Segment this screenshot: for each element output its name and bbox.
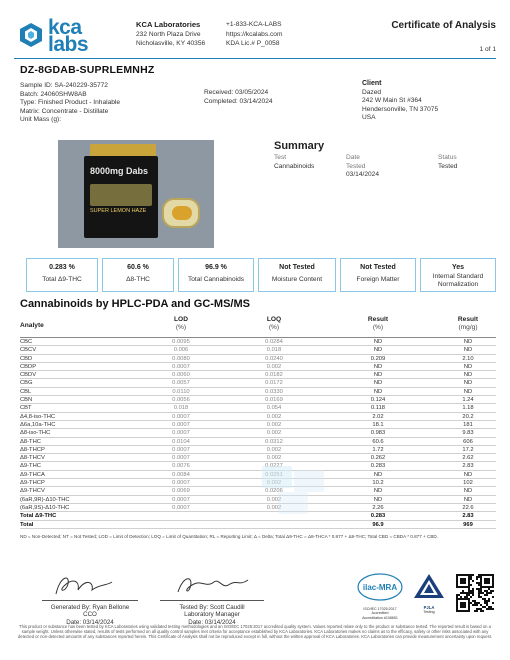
- cell-result-pct: ND: [373, 496, 383, 503]
- cell-loq: 0.0206: [265, 488, 283, 495]
- product-box: [84, 156, 158, 238]
- table-row: [20, 487, 496, 495]
- cell-result-pct: 1.72: [372, 446, 384, 453]
- col-lod: [156, 316, 206, 332]
- stat-label: Moisture Content: [271, 276, 323, 283]
- ilac-accreditation-text: [356, 607, 404, 620]
- table-row: [20, 421, 496, 429]
- generated-by-date: Date: 03/14/2024: [66, 618, 114, 626]
- completed-date: Completed: 03/14/2024: [204, 97, 273, 105]
- table-footnote: ND = Non-Detected; NT = Not Tested; LOD = Limit of Detection; LOQ = Limit of Quantitation; RL = Reporting Limit; Δ = Delta; Total Δ9-THC = Δ9-THCA * 0.877 + Δ9-THC; Total CBD = CBDA * 0.877 + CBD.: [20, 534, 438, 539]
- stat-internal-standard-normalization: [420, 258, 496, 292]
- logo-text-top: kca: [48, 16, 82, 39]
- lab-address-line-2: Nicholasville, KY 40356: [136, 40, 206, 47]
- client-address-1: 242 W Main St #364: [362, 97, 422, 105]
- cell-result-pct: 60.6: [372, 438, 384, 445]
- ilac-line-2: Accreditation #108651: [362, 615, 398, 620]
- summary-title: Summary: [274, 140, 325, 152]
- cell-result-mg: 2.62: [462, 455, 474, 462]
- cell-lod: 0.0060: [172, 372, 190, 379]
- client-address-2: Hendersonville, TN 37075: [362, 105, 439, 113]
- table-row: [20, 413, 496, 421]
- cell-result-mg: 2.83: [462, 513, 474, 520]
- type-field: Type: Finished Product - Inhalable: [20, 99, 121, 107]
- cell-result-mg: 102: [463, 480, 473, 487]
- cell-result-mg: ND: [463, 339, 473, 345]
- summary-col-test: Test: [274, 154, 287, 161]
- cell-loq: 0.002: [266, 363, 282, 370]
- cell-result-pct: 0.283: [370, 463, 386, 470]
- summary-date-value: 03/14/2024: [346, 171, 380, 179]
- cell-analyte: Total Δ9-THC: [20, 513, 57, 520]
- sample-id-field: Sample ID: SA-240229-35772: [20, 82, 108, 89]
- table-row: [20, 379, 496, 387]
- cell-analyte: CBT: [20, 405, 32, 412]
- cell-result-pct: ND: [373, 380, 383, 387]
- cell-lod: 0.0057: [172, 380, 190, 387]
- signature-tested-by: [160, 570, 264, 626]
- table-total-row: [20, 512, 496, 520]
- product-jar-content: [172, 206, 192, 220]
- cell-loq: 0.002: [266, 413, 282, 420]
- cell-lod: 0.0069: [172, 488, 190, 495]
- cannabinoid-table-body: [20, 338, 496, 529]
- signature-generated-by: [42, 570, 138, 626]
- cell-result-pct: ND: [373, 347, 383, 354]
- cell-analyte: CBDV: [20, 372, 37, 379]
- cell-lod: 0.0076: [172, 463, 190, 470]
- cell-result-mg: 22.6: [462, 504, 474, 511]
- cell-result-mg: 606: [463, 438, 473, 445]
- col-loq-unit: (%): [268, 324, 280, 331]
- cell-analyte: Δ8-THCP: [20, 446, 45, 453]
- table-row: [20, 496, 496, 504]
- cell-result-pct: 0.209: [370, 355, 386, 362]
- cell-result-mg: 17.2: [462, 446, 474, 453]
- cell-result-pct: 0.118: [370, 405, 386, 412]
- cell-result-mg: 1.18: [462, 405, 474, 412]
- cell-result-pct: 2.02: [372, 413, 384, 420]
- pjla-badge: [412, 572, 446, 612]
- table-row: [20, 338, 496, 346]
- cell-analyte: (6aR,9R)-Δ10-THC: [20, 496, 70, 503]
- lab-website-link[interactable]: https://kcalabs.com: [226, 30, 283, 38]
- sample-code-title: DZ-8GDAB-SUPRLEMNHZ: [20, 64, 155, 76]
- unit-mass-field: Unit Mass (g):: [20, 116, 62, 124]
- qr-code[interactable]: [456, 574, 494, 612]
- ilac-line-1: ISO/IEC 17025:2017 Accredited: [363, 607, 397, 616]
- table-row: [20, 438, 496, 446]
- sample-dates: [204, 89, 273, 106]
- col-result-pct-label: Result: [367, 316, 389, 323]
- document-header: [14, 10, 496, 56]
- cell-loq: 0.0169: [265, 397, 283, 404]
- lab-address-block: [136, 20, 205, 49]
- pjla-logo-icon: [412, 572, 446, 600]
- qr-code-icon: [456, 574, 494, 612]
- stat-value: 60.6 %: [127, 264, 149, 271]
- cell-result-pct: 10.2: [372, 480, 384, 487]
- summary-col-date: Date Tested: [346, 154, 366, 170]
- col-result-pct-unit: (%): [372, 324, 384, 331]
- cell-lod: 0.0007: [172, 446, 190, 453]
- col-loq-label: LOQ: [266, 316, 282, 323]
- cell-lod: 0.006: [173, 347, 189, 354]
- summary-col-status: Status: [438, 154, 457, 161]
- client-country: USA: [362, 114, 376, 122]
- kca-labs-logo: [18, 16, 136, 56]
- cell-result-pct: ND: [373, 488, 383, 495]
- pjla-sub-text: Testing: [423, 610, 435, 614]
- cell-analyte: CBG: [20, 380, 33, 387]
- cell-analyte: Δ6a,10a-THC: [20, 421, 56, 428]
- cell-loq: 0.002: [266, 455, 282, 462]
- ilac-mra-badge: [356, 572, 404, 620]
- legal-disclaimer: This product or substance has been tested by KCA Laboratories using validated testing methodologies and an ISO/IEC 17025:2017 accredited quality system. Values reported relate only to the product or substance tested. The reported result is based on a sample weight. Unless otherwise stated, results of tests performed on all quality control samples met criteria for acceptance established by KCA Laboratories. KCA Laboratories makes no claims as to the efficacy, safety or other risks associated with any detected or non-detected amounts of any substances reported herein. This Certificate of Analysis shall not be reproduced except in full, without the written approval of KCA Laboratories. KCA Laboratories can provide measurement uncertainty upon request.: [17, 624, 493, 639]
- cell-result-mg: ND: [463, 363, 473, 370]
- table-total-row: [20, 521, 496, 529]
- stat-total-cannabinoids: [178, 258, 254, 292]
- cell-analyte: Δ4,8-iso-THC: [20, 413, 56, 420]
- tested-by-role: Laboratory Manager: [184, 611, 240, 619]
- lab-license: KDA Lic.# P_0058: [226, 40, 280, 47]
- stat-d8-thc: [102, 258, 174, 292]
- cell-result-mg: 1.24: [462, 397, 474, 404]
- stat-value: 96.9 %: [205, 264, 227, 271]
- client-title: Client: [362, 80, 382, 87]
- cell-analyte: Δ9-THCA: [20, 471, 45, 478]
- cell-loq: 0.0172: [265, 380, 283, 387]
- product-photo: [58, 140, 214, 248]
- col-result-mg-label: Result: [457, 316, 479, 323]
- cell-lod: 0.0104: [172, 438, 190, 445]
- handwritten-signature-icon: [160, 570, 264, 600]
- cell-result-mg: ND: [463, 488, 473, 495]
- stat-label: Total Cannabinoids: [187, 276, 245, 283]
- client-block: [362, 80, 438, 123]
- cell-result-pct: 2.26: [372, 504, 384, 511]
- ilac-logo-text: ilac-MRA: [362, 583, 398, 592]
- handwritten-signature-icon: [42, 570, 138, 600]
- stat-moisture-content: [258, 258, 336, 292]
- cell-result-pct: 0.983: [370, 430, 386, 437]
- cell-lod: 0.0007: [172, 413, 190, 420]
- cell-lod: 0.0007: [172, 504, 190, 511]
- page-number: 1 of 1: [479, 46, 496, 53]
- table-row: [20, 446, 496, 454]
- cell-loq: 0.054: [266, 405, 282, 412]
- cell-loq: 0.0284: [265, 339, 283, 345]
- table-row: [20, 479, 496, 487]
- cell-analyte: Δ9-THCV: [20, 488, 45, 495]
- lab-contact-block: [226, 20, 282, 49]
- cell-lod: 0.0084: [172, 471, 190, 478]
- watermark-cube: [278, 492, 308, 514]
- cell-analyte: CBD: [20, 355, 33, 362]
- cell-analyte: Δ8-iso-THC: [20, 430, 51, 437]
- stat-value: Not Tested: [279, 264, 315, 271]
- cell-analyte: CBDP: [20, 363, 37, 370]
- table-row: [20, 346, 496, 354]
- cell-result-mg: 20.2: [462, 413, 474, 420]
- col-result-mg-unit: (mg/g): [458, 324, 478, 331]
- stat-label: Internal Standard Normalization: [432, 273, 484, 288]
- cell-analyte: Δ8-THC: [20, 438, 41, 445]
- cell-result-pct: 0.262: [370, 455, 386, 462]
- summary-status-value: Tested: [438, 162, 458, 170]
- table-row: [20, 454, 496, 462]
- cell-loq: 0.002: [266, 421, 282, 428]
- cell-loq: 0.0312: [265, 438, 283, 445]
- table-row: [20, 429, 496, 437]
- cell-result-mg: 9.83: [462, 430, 474, 437]
- cell-loq: 0.018: [266, 347, 282, 354]
- cell-lod: 0.0110: [172, 388, 190, 395]
- cell-result-pct: 0.283: [370, 513, 386, 520]
- cell-lod: 0.0007: [172, 496, 190, 503]
- tested-by-date: Date: 03/14/2024: [188, 618, 236, 626]
- cell-lod: 0.0007: [172, 480, 190, 487]
- cell-result-pct: ND: [373, 388, 383, 395]
- signature-line: [42, 600, 138, 601]
- cell-analyte: Δ9-THCP: [20, 480, 45, 487]
- cell-result-pct: ND: [373, 471, 383, 478]
- product-jar: [162, 198, 200, 228]
- cell-result-mg: ND: [463, 372, 473, 379]
- product-box-stripe: [90, 184, 152, 206]
- stat-total-d9-thc: [26, 258, 98, 292]
- cell-loq: 0.0182: [265, 372, 283, 379]
- cell-lod: 0.0007: [172, 430, 190, 437]
- logo-text-bottom: labs: [48, 33, 89, 56]
- cell-analyte: CBCV: [20, 347, 37, 354]
- table-row: [20, 363, 496, 371]
- cell-analyte: (6aR,9S)-Δ10-THC: [20, 504, 70, 511]
- cell-lod: 0.0007: [172, 363, 190, 370]
- cell-lod: 0.018: [173, 405, 189, 412]
- header-divider: [14, 58, 496, 59]
- cell-lod: 0.0007: [172, 421, 190, 428]
- cell-analyte: Total: [20, 521, 34, 528]
- cell-loq: 0.002: [266, 446, 282, 453]
- cell-loq: 0.0240: [265, 355, 283, 362]
- stat-label: Δ8-THC: [126, 276, 150, 283]
- cell-analyte: Δ9-THC: [20, 463, 41, 470]
- cell-result-pct: ND: [373, 372, 383, 379]
- cell-lod: 0.0095: [172, 339, 190, 345]
- cell-analyte: CBL: [20, 388, 32, 395]
- cell-analyte: Δ8-THCV: [20, 455, 45, 462]
- watermark-cube: [294, 470, 324, 492]
- received-date: Received: 03/05/2024: [204, 89, 269, 96]
- cell-result-mg: ND: [463, 347, 473, 354]
- matrix-field: Matrix: Concentrate - Distillate: [20, 107, 109, 115]
- table-row: [20, 504, 496, 512]
- stat-label: Foreign Matter: [356, 276, 400, 283]
- cell-result-pct: 96.9: [372, 521, 384, 528]
- table-row: [20, 471, 496, 479]
- generated-by-name: Generated By: Ryan Bellone: [50, 604, 130, 611]
- col-lod-label: LOD: [174, 316, 188, 323]
- lab-address-line-1: 232 North Plaza Drive: [136, 30, 201, 38]
- kca-logo-icon: [18, 22, 44, 48]
- col-result-pct: [350, 316, 406, 332]
- cell-result-pct: 0.124: [370, 397, 386, 404]
- cell-result-mg: 2.83: [462, 463, 474, 470]
- table-row: [20, 355, 496, 363]
- summary-test-value: Cannabinoids: [274, 162, 315, 170]
- stat-value: Not Tested: [360, 264, 396, 271]
- cell-lod: 0.0007: [172, 455, 190, 462]
- stat-foreign-matter: [340, 258, 416, 292]
- cell-analyte: CBN: [20, 397, 33, 404]
- cell-loq: 0.002: [266, 430, 282, 437]
- cell-loq: 0.002: [266, 504, 282, 511]
- stat-label: Total Δ9-THC: [42, 276, 82, 283]
- cell-result-mg: 181: [463, 421, 473, 428]
- col-analyte: Analyte: [20, 322, 44, 329]
- pjla-text: PJLA: [423, 605, 435, 610]
- ilac-logo-icon: [356, 572, 404, 602]
- cell-result-mg: 969: [463, 521, 473, 528]
- table-row: [20, 404, 496, 412]
- signature-image: [160, 570, 264, 600]
- batch-field: Batch: 24060SHW8AB: [20, 90, 87, 98]
- generated-by-role: CCO: [83, 611, 97, 619]
- cell-result-mg: ND: [463, 388, 473, 395]
- watermark-cube: [262, 466, 292, 488]
- table-row: [20, 396, 496, 404]
- cell-result-mg: ND: [463, 496, 473, 503]
- cell-result-mg: ND: [463, 380, 473, 387]
- cell-lod: 0.0080: [172, 355, 190, 362]
- lab-phone: +1-833-KCA-LABS: [226, 21, 282, 28]
- cell-result-pct: ND: [373, 363, 383, 370]
- tested-by-name: Tested By: Scott Caudill: [179, 604, 245, 611]
- table-row: [20, 462, 496, 470]
- table-header: [20, 316, 496, 338]
- cell-result-pct: 18.1: [372, 421, 384, 428]
- stat-value: Yes: [451, 264, 465, 271]
- signature-image: [42, 570, 138, 600]
- cell-result-pct: ND: [373, 339, 383, 345]
- col-loq: [246, 316, 302, 332]
- sample-details: [20, 82, 120, 125]
- cell-analyte: CBC: [20, 339, 33, 345]
- cell-loq: 0.002: [266, 496, 282, 503]
- signature-line: [160, 600, 264, 601]
- cell-loq: 0.0330: [265, 388, 283, 395]
- table-row: [20, 388, 496, 396]
- document-title: Certificate of Analysis: [391, 20, 496, 31]
- table-row: [20, 371, 496, 379]
- product-box-label: 8000mg Dabs: [90, 166, 149, 176]
- cell-lod: 0.0056: [172, 397, 190, 404]
- product-box-caption: SUPER LEMON HAZE: [90, 208, 147, 214]
- lab-name: KCA Laboratories: [136, 20, 201, 29]
- cell-result-mg: ND: [463, 471, 473, 478]
- col-result-mg: [440, 316, 496, 332]
- col-lod-unit: (%): [175, 324, 187, 331]
- client-name: Dazed: [362, 88, 382, 96]
- cannabinoids-section-title: Cannabinoids by HPLC-PDA and GC-MS/MS: [20, 298, 250, 310]
- cell-result-mg: 2.10: [462, 355, 474, 362]
- stat-value: 0.283 %: [49, 264, 75, 271]
